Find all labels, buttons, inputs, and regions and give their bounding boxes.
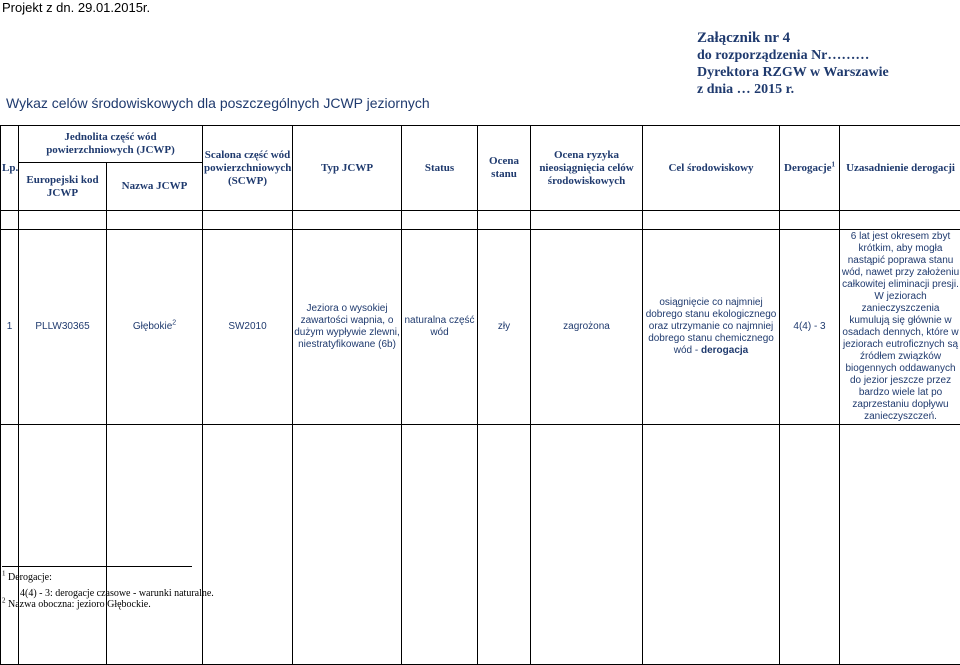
header-derogations-label: Derogacje — [784, 162, 831, 174]
header-type: Typ JCWP — [293, 126, 402, 211]
cell-status: naturalna część wód — [402, 230, 478, 425]
cell-goal-text: osiągnięcie co najmniej dobrego stanu ekologicznego oraz utrzymanie co najmniej dobrego stanu chemicznego wód - — [646, 297, 777, 356]
table-empty-row — [1, 425, 960, 665]
footnote-1-mark: 1 — [2, 570, 6, 578]
cell-justification: 6 lat jest okresem zbyt krótkim, aby mogła nastąpić poprawa stanu wód, nawet przy założeniu całkowitej eliminacji presji. W jeziorach zanieczyszczenia kumulują się głównie w osadach dennych, które w jeziorach eutroficznych są źródłem związków biogennych oddawanych do jezior jeszcze przez bardzo wiele lat po zaprzestaniu dopływu zanieczyszczeń. — [840, 230, 960, 425]
header-status: Status — [402, 126, 478, 211]
footnote-1-text: 4(4) - 3: derogacje czasowe - warunki naturalne. — [20, 587, 214, 600]
footnote-2 — [2, 598, 151, 611]
cell-goal-derogation: derogacja — [701, 345, 748, 356]
project-date-note: Projekt z dn. 29.01.2015r. — [2, 0, 150, 15]
cell-ocena: zły — [478, 230, 531, 425]
footnote-divider — [2, 566, 192, 567]
table-spacer-row — [1, 211, 960, 230]
annex-header — [697, 30, 889, 98]
header-jcwp-group: Jednolita część wód powierzchniowych (JCWP) — [19, 126, 203, 163]
annex-number: Załącznik nr 4 — [697, 30, 889, 47]
footnote-ref-2: 2 — [172, 320, 176, 327]
annex-regulation: do rozporządzenia Nr……… — [697, 47, 889, 64]
cell-name-text: Głębokie — [133, 321, 172, 332]
header-justification: Uzasadnienie derogacji — [840, 126, 960, 211]
footnote-ref-1: 1 — [831, 160, 835, 168]
document-title: Wykaz celów środowiskowych dla poszczególnych JCWP jeziornych — [6, 95, 430, 111]
footnote-1-title: Derogacje: — [8, 572, 52, 583]
cell-code: PLLW30365 — [19, 230, 107, 425]
footnote-1 — [2, 571, 52, 584]
jcwp-table — [0, 125, 960, 665]
cell-type: Jeziora o wysokiej zawartości wapnia, o dużym wypływie zlewni, niestratyfikowane (6b) — [293, 230, 402, 425]
header-derogations — [780, 126, 840, 211]
header-ocena: Ocena stanu — [478, 126, 531, 211]
header-goal: Cel środowiskowy — [643, 126, 780, 211]
footnote-2-text: Nazwa oboczna: jezioro Głębockie. — [8, 599, 151, 610]
cell-risk: zagrożona — [531, 230, 643, 425]
cell-derogations: 4(4) - 3 — [780, 230, 840, 425]
header-lp: Lp. — [1, 126, 19, 211]
annex-date: z dnia … 2015 r. — [697, 81, 889, 98]
annex-director: Dyrektora RZGW w Warszawie — [697, 64, 889, 81]
header-name: Nazwa JCWP — [107, 163, 203, 211]
cell-goal — [643, 230, 780, 425]
header-scwp: Scalona część wód powierzchniowych (SCWP) — [203, 126, 293, 211]
table-row — [1, 230, 960, 425]
footnote-2-mark: 2 — [2, 597, 6, 605]
cell-lp: 1 — [1, 230, 19, 425]
cell-name — [107, 230, 203, 425]
header-risk: Ocena ryzyka nieosiągnięcia celów środowiskowych — [531, 126, 643, 211]
cell-scwp: SW2010 — [203, 230, 293, 425]
header-eu-code: Europejski kod JCWP — [19, 163, 107, 211]
